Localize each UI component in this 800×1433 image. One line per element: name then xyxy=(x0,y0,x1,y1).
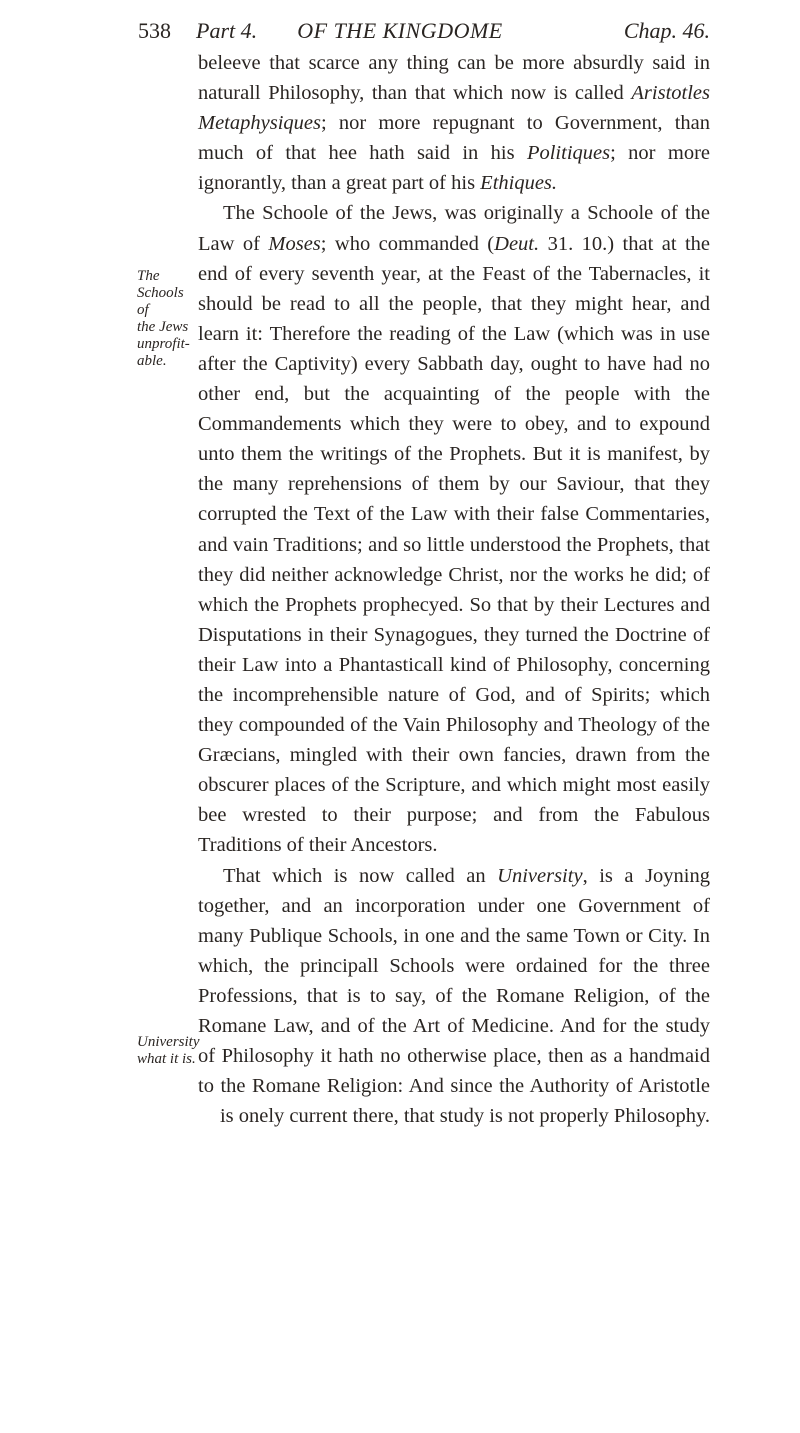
margin-note-line: Schools of xyxy=(137,285,184,318)
text-run: The Schoole of the Jews, was originally a Schoole of the Law of xyxy=(198,202,710,255)
paragraph xyxy=(198,48,710,198)
italic-text: Politiques xyxy=(526,142,611,165)
margin-note-line: the Jews xyxy=(137,319,189,335)
page-number: 538 xyxy=(138,18,171,43)
running-header xyxy=(0,10,800,46)
paragraph xyxy=(198,198,710,860)
text-run: ; nor more ignorantly, than a great part of his xyxy=(198,142,710,195)
margin-note-line: The xyxy=(137,268,160,284)
text-run: That which is now called an xyxy=(223,864,498,887)
margin-note-university xyxy=(137,1034,200,1068)
italic-text: Ethiques. xyxy=(480,172,558,195)
margin-note-line: unprofit- xyxy=(137,336,190,352)
margin-note-schools-of-jews xyxy=(137,268,197,370)
running-title: OF THE KINGDOME xyxy=(297,18,503,43)
text-run: ; who commanded ( xyxy=(320,232,495,255)
paragraph xyxy=(198,861,710,1132)
text-run: ; nor more repugnant to Government, than much of that hee hath said in his xyxy=(198,112,710,165)
text-run: beleeve that scarce any thing can be more absurdly said in naturall Philosophy, than that which now is called xyxy=(198,52,710,105)
chapter-label: Chap. 46. xyxy=(623,18,710,43)
italic-text: Aristotles Metaphysiques xyxy=(198,82,710,135)
italic-text: Moses xyxy=(268,232,321,255)
part-label: Part 4. xyxy=(196,18,258,43)
italic-text: University xyxy=(497,864,583,887)
margin-note-line: able. xyxy=(137,353,167,369)
italic-text: Deut. xyxy=(494,232,540,255)
text-run: 31. 10.) that at the end of every seventh year, at the Feast of the Tabernacles, it should be read to all the people, that they might hear, and learn it: Therefore the reading of the Law (which was in use after the Captivity) every Sabbath day, ought to have had no other end, but the acquainting of the people with the Commandements which they were to obey, and to expound unto them the writings of the Prophets. But it is manifest, by the many reprehensions of them by our Saviour, that they corrupted the Text of the Law with their false Commentaries, and vain Traditions; and so little understood the Prophets, that they did neither acknowledge Christ, nor the works he did; of which the Prophets prophecyed. So that by their Lectures and Disputations in their Synagogues, they turned the Doctrine of their Law into a Phantasticall kind of Philosophy, concerning the incomprehensible nature of God, and of Spirits; which they compounded of the Vain Philosophy and Theology of the Græcians, mingled with their own fancies, drawn from the obscurer places of the Scripture, and which might most easily bee wrested to their purpose; and from the Fabulous Traditions of their Ancestors. xyxy=(198,232,710,857)
margin-note-line: what it is. xyxy=(137,1051,196,1067)
margin-note-line: University xyxy=(137,1034,200,1050)
text-run: , is a Joyning together, and an incorporation under one Government of many Publique Schools, in one and the same Town or City. In which, the principall Schools were ordained for the three Professions, that is to say, of the Romane Religion, of the Romane Law, and of the Art of Medicine. And for the study of Philosophy it hath no otherwise place, then as a handmaid to the Romane Religion: And since the Authority of Aristotle is onely current there, that study is not properly Philosophy. xyxy=(198,864,710,1128)
main-text xyxy=(198,48,710,1131)
